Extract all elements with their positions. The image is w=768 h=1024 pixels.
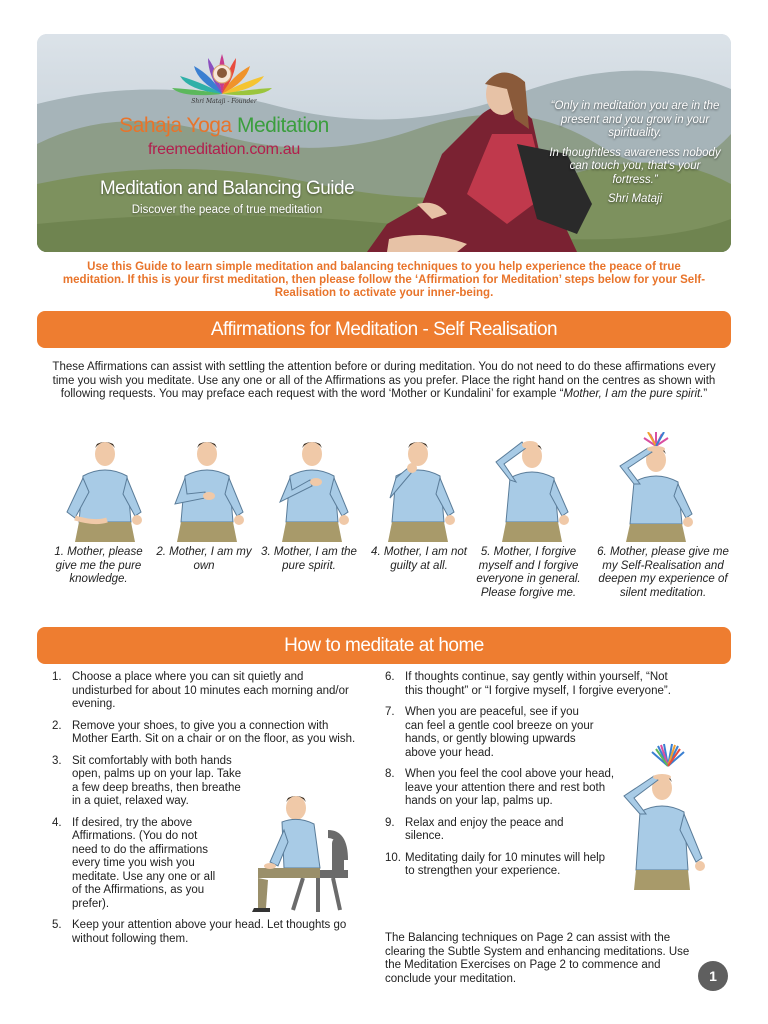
steps-list-right xyxy=(385,671,671,887)
hero-banner xyxy=(37,34,731,252)
section-heading-affirmations: Affirmations for Meditation - Self Realisation xyxy=(37,311,731,348)
affirmations-intro-end: ” xyxy=(703,388,708,400)
affirmation-caption-2: 2. Mother, I am my own xyxy=(156,546,252,572)
intro-text: Use this Guide to learn simple meditation and balancing techniques to you help experience the peace of true meditation. If this is your first meditation, then please follow the ‘Affirmation for Meditation’ steps below for your Self-Realisation to activate your inner-being. xyxy=(62,261,706,299)
logo-subtext: Shri Mataji - Founder xyxy=(191,98,257,105)
affirmation-figure-4 xyxy=(368,432,468,542)
lotus-logo-icon xyxy=(167,46,277,106)
affirmation-figure-1 xyxy=(55,432,155,542)
brand-url-link[interactable]: freemeditation.com.au xyxy=(147,141,300,158)
affirmation-figure-3 xyxy=(262,432,362,542)
affirmation-caption-5: 5. Mother, I forgive myself and I forgive everyone in general. Please forgive me. xyxy=(476,546,581,599)
quote-author: Shri Mataji xyxy=(607,193,663,205)
sahasrara-rays-icon xyxy=(644,432,668,446)
step-item-7: 7. When you are peaceful, see if you can feel a gentle cool breeze on your hands, or gently blowing upwards above your head. xyxy=(385,706,594,759)
step-item-1: 1. Choose a place where you can sit quietly and undisturbed for about 10 minutes each morning and/or evening. xyxy=(52,671,349,710)
step-item-2: 2. Remove your shoes, to give you a connection with Mother Earth. Sit on a chair or on the floor, as you wish. xyxy=(52,719,356,745)
step-item-8: 8. When you feel the cool above your head, leave your attention there and rest both hands on your lap, palms up. xyxy=(385,768,615,807)
step-item-9: 9. Relax and enjoy the peace and silence. xyxy=(385,816,564,842)
shri-mataji-quote xyxy=(547,100,723,207)
affirmation-caption-4: 4. Mother, I am not guilty at all. xyxy=(371,546,467,572)
page-number-badge: 1 xyxy=(698,961,728,991)
brand-meditation: Meditation xyxy=(236,114,329,137)
brand-sahaja-yoga: Sahaja Yoga xyxy=(119,114,232,137)
affirmation-figure-2 xyxy=(157,432,257,542)
affirmation-figure-6 xyxy=(606,432,706,542)
affirmations-intro-example: Mother, I am the pure spirit. xyxy=(563,388,704,400)
section-heading-meditate-at-home: How to meditate at home xyxy=(37,627,731,664)
crown-chakra-figure xyxy=(618,740,718,890)
quote-line-2: In thoughtless awareness nobody can touch you, that’s your fortress.” xyxy=(549,146,721,186)
affirmation-caption-6: 6. Mother, please give me my Self-Realisation and deepen my experience of silent meditation. xyxy=(597,546,729,599)
step-item-3: 3. Sit comfortably with both hands open, palms up on your lap. Take a few deep breaths, then breathe in a quiet, relaxed way. xyxy=(52,754,242,807)
balancing-note: The Balancing techniques on Page 2 can assist with the clearing the Subtle System and enhancing meditations. Use the Meditation Exercises on Page 2 to commence and conclude your meditation. xyxy=(385,932,690,985)
affirmation-figure-5 xyxy=(482,432,582,542)
brand-title xyxy=(109,114,339,138)
quote-line-1: “Only in meditation you are in the present and you grow in your spirituality. xyxy=(550,100,720,139)
affirmation-caption-3: 3. Mother, I am the pure spirit. xyxy=(261,546,357,572)
guide-subtitle: Discover the peace of true meditation xyxy=(131,204,323,216)
step-item-5: 5. Keep your attention above your head. Let thoughts go without following them. xyxy=(52,919,347,945)
guide-title: Meditation and Balancing Guide xyxy=(99,178,355,199)
affirmations-intro-text: These Affirmations can assist with settling the attention before or during meditation. You do not need to do these affirmations every time you wish you meditate. Use any one or all of the Affirmations as you prefer. Place the right hand on the centres as shown with following requests. You may preface each request with the word ‘Mother or Kundalini’ for example “ xyxy=(52,361,716,400)
affirmation-caption-1: 1. Mother, please give me the pure knowledge. xyxy=(54,546,143,585)
seated-meditation-figure xyxy=(248,790,358,915)
step-item-6: 6. If thoughts continue, say gently within yourself, “Not this thought” or “I forgive myself, I forgive everyone”. xyxy=(385,671,671,697)
sahasrara-rays-icon xyxy=(652,744,684,766)
step-item-10: 10. Meditating daily for 10 minutes will help to strengthen your experience. xyxy=(385,851,606,877)
affirmations-intro xyxy=(40,361,728,402)
step-item-4: 4. If desired, try the above Affirmations. (You do not need to do the affirmations every time you wish you meditate. Use any one or all of the Affirmations, as you prefer). xyxy=(52,816,216,910)
